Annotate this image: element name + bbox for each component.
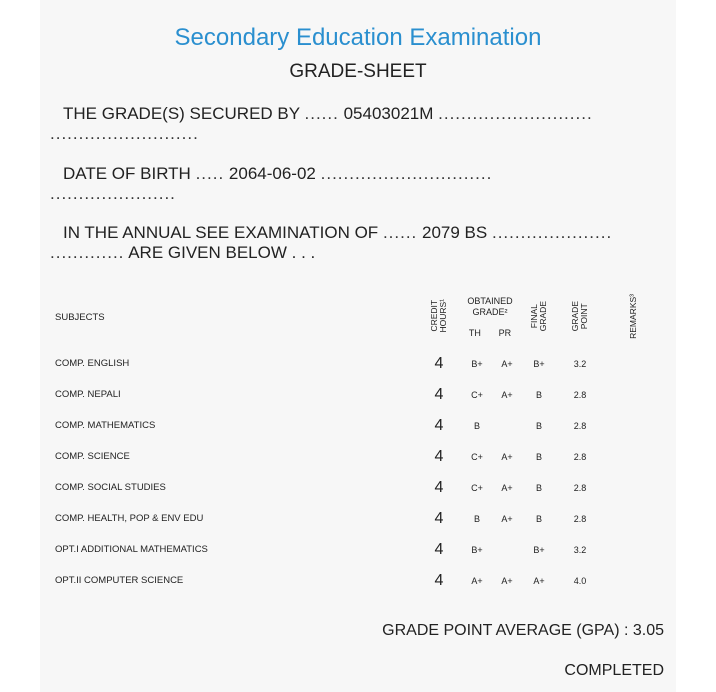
dob-label: DATE OF BIRTH	[63, 164, 191, 183]
remarks	[602, 441, 664, 472]
credit-hours: 4	[434, 478, 444, 496]
final-grade: B	[535, 513, 542, 524]
grade-th: B+	[471, 544, 483, 555]
grade-pr	[494, 534, 520, 565]
table-row	[48, 441, 664, 472]
symbol-number: 05403021M	[343, 104, 434, 123]
table-row	[48, 410, 664, 441]
dob-line	[63, 164, 492, 184]
subject-name: COMP. ENGLISH	[55, 358, 130, 369]
subject-name: COMP. SCIENCE	[55, 451, 130, 462]
credit-hours: 4	[434, 354, 444, 372]
final-grade: B	[535, 451, 542, 462]
grade-sheet	[40, 0, 676, 692]
remarks	[602, 503, 664, 534]
dots: .....................	[491, 223, 613, 242]
table-row	[48, 472, 664, 503]
remarks	[602, 410, 664, 441]
table-row	[48, 379, 664, 410]
grade-pr: A+	[501, 482, 513, 493]
exam-year: 2079 BS	[422, 223, 488, 242]
subject-name: OPT.II COMPUTER SCIENCE	[55, 575, 184, 586]
dob-line2	[50, 184, 176, 204]
grade-th: C+	[471, 389, 483, 400]
dots: .............	[50, 243, 125, 262]
dob-value: 2064-06-02	[228, 164, 316, 183]
secured-by-line2	[50, 124, 199, 144]
final-grade: B	[535, 482, 542, 493]
dots: .....	[195, 164, 225, 183]
remarks	[602, 379, 664, 410]
final-grade: A+	[533, 575, 545, 586]
grade-th: C+	[471, 451, 483, 462]
remarks	[602, 348, 664, 379]
grade-pr: A+	[501, 513, 513, 524]
exam-line2	[50, 243, 315, 263]
secured-by-line	[63, 104, 593, 124]
dots: ......................	[50, 184, 176, 203]
credit-hours: 4	[434, 509, 444, 527]
exam-title: Secondary Education Examination	[174, 24, 542, 51]
exam-label: IN THE ANNUAL SEE EXAMINATION OF	[63, 223, 379, 242]
header-subjects: SUBJECTS	[55, 311, 105, 323]
grade-th: B+	[471, 358, 483, 369]
subject-name: COMP. NEPALI	[55, 389, 121, 400]
remarks	[602, 534, 664, 565]
grade-th: A+	[471, 575, 483, 586]
grade-point: 2.8	[573, 513, 587, 524]
grade-pr: A+	[501, 575, 513, 586]
grade-point: 3.2	[573, 358, 587, 369]
grade-pr: A+	[501, 451, 513, 462]
grades-table	[48, 286, 664, 596]
grade-point: 4.0	[573, 575, 587, 586]
dots: ..........................	[50, 124, 199, 143]
final-grade: B+	[533, 358, 545, 369]
grade-th: B	[473, 420, 480, 431]
header-pr: PR	[498, 328, 512, 338]
credit-hours: 4	[434, 447, 444, 465]
subject-name: COMP. HEALTH, POP & ENV EDU	[55, 513, 204, 524]
gpa-summary: GRADE POINT AVERAGE (GPA) : 3.05	[382, 622, 664, 639]
table-row	[48, 534, 664, 565]
grade-pr	[494, 410, 520, 441]
grade-point: 2.8	[573, 389, 587, 400]
credit-hours: 4	[434, 540, 444, 558]
table-row	[48, 503, 664, 534]
header-grade-point: GRADE POINT	[570, 300, 589, 332]
grade-th: B	[473, 513, 480, 524]
grade-point: 2.8	[573, 451, 587, 462]
subject-name: OPT.I ADDITIONAL MATHEMATICS	[55, 544, 208, 555]
grade-point: 2.8	[573, 420, 587, 431]
header-th: TH	[468, 328, 481, 338]
table-row	[48, 348, 664, 379]
dots: ...........................	[438, 104, 593, 123]
dots: ......	[304, 104, 339, 123]
credit-hours: 4	[434, 385, 444, 403]
secured-by-label: THE GRADE(S) SECURED BY	[63, 104, 300, 123]
dots: ......	[382, 223, 418, 242]
sheet-subtitle: GRADE-SHEET	[289, 61, 427, 82]
grade-pr: A+	[501, 389, 513, 400]
credit-hours: 4	[434, 416, 444, 434]
header-remarks: REMARKS³	[627, 293, 638, 339]
subject-name: COMP. SOCIAL STUDIES	[55, 482, 166, 493]
remarks	[602, 472, 664, 503]
remarks	[602, 565, 664, 596]
grade-point: 3.2	[573, 544, 587, 555]
header-obtained-grade: OBTAINED GRADE² TH PR	[467, 296, 513, 338]
credit-hours: 4	[434, 571, 444, 589]
dots: ..............................	[320, 164, 493, 183]
grade-point: 2.8	[573, 482, 587, 493]
final-grade: B	[535, 389, 542, 400]
table-header	[48, 286, 664, 348]
result-status: COMPLETED	[564, 662, 664, 679]
exam-line	[63, 223, 612, 243]
grade-th: C+	[471, 482, 483, 493]
final-grade: B+	[533, 544, 545, 555]
subject-name: COMP. MATHEMATICS	[55, 420, 156, 431]
final-grade: B	[535, 420, 542, 431]
header-credit-hours: CREDIT HOURS¹	[429, 299, 448, 333]
exam-tail: ARE GIVEN BELOW . . .	[128, 243, 316, 262]
grade-pr: A+	[501, 358, 513, 369]
header-final-grade: FINAL GRADE	[529, 300, 548, 332]
table-row	[48, 565, 664, 596]
